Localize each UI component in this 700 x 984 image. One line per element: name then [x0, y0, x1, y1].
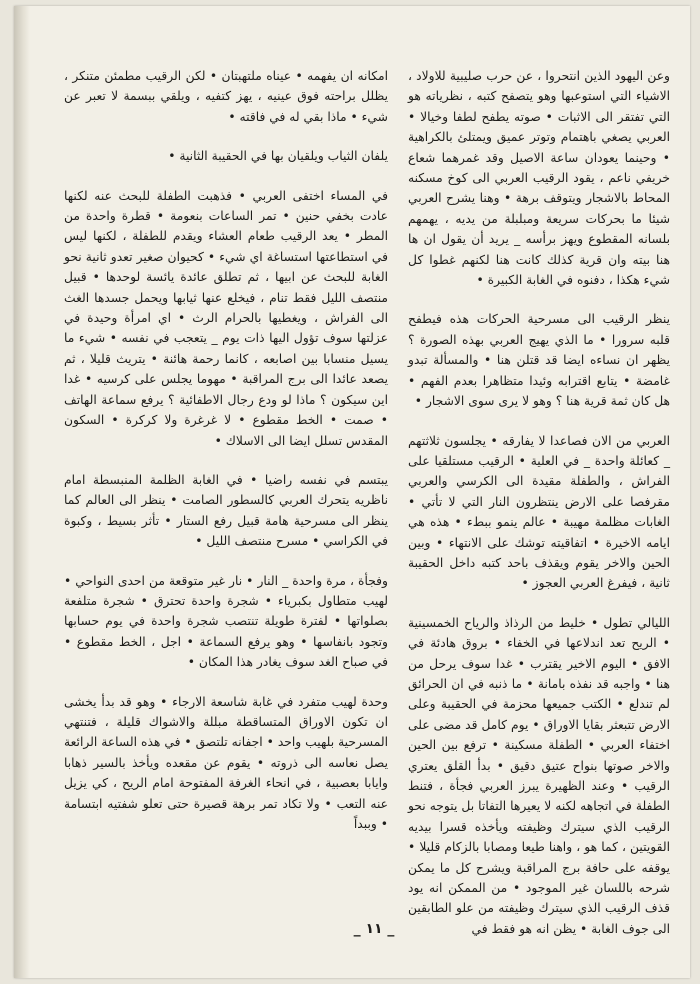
paragraph: يلفان الثياب ويلقيان بها في الحقيبة الثانية •	[168, 149, 388, 164]
page-number: _ ١١ _	[353, 921, 395, 937]
paragraph: ينظر الرقيب الى مسرحية الحركات هذه فيطفح قلبه سرورا • ما الذي يهيج العربي بهذه الصورة ؟ يظهر ان نساءه ايضا قد قتلن هنا • والمسألة تبدو غامضة • يتابع اقترابه وئيدا متظاهرا بعدم الفهم • هل كان ثمة قرية هنا ؟ وهو لا يرى سوى الاشجار •	[408, 312, 670, 409]
paragraph: يبتسم في نفسه راضيا • في الغابة الظلمة المنبسطة امام ناظريه يتحرك العربي كالسطور الصامت • ينظر الى العالم كما ينظر الى مسرحية هامة قبيل رفع الستار • تأثر بسيط ، وكبوة في الكراسي • مسرح منتصف الليل •	[64, 472, 388, 549]
paragraph: في المساء اختفى العربي • فذهبت الطفلة للبحث عنه لكنها عادت بخفي حنين • تمر الساعات بنعومة • قطرة واحدة من المطر • يعد الرقيب طعام العشاء ويقدم للطفلة ، لكنها ليس في استطاعتها استساغة اي شيء • كحيوان صغير تعدو ثانية نحو الغابة للبحث عن ابيها ، ثم تطلق عائدة يائسة لوحدها • قبيل منتصف الليل فقط تنام ، فيخلع عنها ثيابها ويحمل جسدها الغث الى الفراش ، ويغطيها بالحرام الرث • اي امرأة وحيدة في عزلتها سوف تؤول اليها ذات يوم _ يتعجب في نفسه • شيء ما يسيل منسابا بين اصابعه ، كانما رحمة هائنة • يتريث قليلا ، ثم يصعد عائدا الى برج المراقبة • مهوما يجلس على كرسيه • غدا اين سيكون ؟ ماذا لو ودع رجال الاطفائية ؟ يرفع سماعة الهاتف • صمت • الخط مقطوع • لا غرغرة ولا كركرة • السكون المقدس تسلل ايضا الى الاسلاك •	[64, 188, 388, 448]
paragraph: العربي من الان فصاعدا لا يفارقه • يجلسون ثلاثتهم _ كعائلة واحدة _ في العلية • الرقيب مستلقيا على الفراش ، والطفلة مقيدة الى الكرسي والعربي مقرفصا على الارض ينتظرون النار التي لا تأتي • الغابات مظلمة مهيبة • عالم ينمو ببطء • هذه هي ايامه الاخيرة • اتفاقيته توشك على الانتهاء • وبين الحين والاخر يقوم ويقذف باحد كتبه داخل الحقيبة ثانية ، فيفرغ العربي العجوز •	[408, 433, 670, 591]
right-text-column	[408, 66, 670, 958]
paragraph: وفجأة ، مرة واحدة _ النار • نار غير متوقعة من احدى النواحي • لهيب متطاول بكبرياء • شجرة واحدة تحترق • شجرة متلفعة بصلواتها • لفترة طويلة تنتصب شجرة واحدة في يوم حسابها وتجود بانفاسها • وهو يرفع السماعة • اجل ، الخط مقطوع • في صباح الغد سوف يغادر هذا المكان •	[64, 573, 388, 670]
paragraph: الليالي تطول • خليط من الرذاذ والرياح الخمسينية • الريح تعد اندلاعها في الخفاء • بروق هادئة في الافق • اليوم الاخير يقترب • غدا سوف يرحل من هنا • واجبه قد نفذه بامانة • ما ذنبه في ان الحرائق لم تندلع • الكتب جميعها محزمة في الحقيبة وعلى الارض تتبعثر بقايا الاوراق • يوم كامل قد مضى على اختفاء العربي • الطفلة مسكينة • ترفع بين الحين والاخر صوتها بنواح عتيق دقيق • بدأ القلق يعتري الرقيب • وعند الظهيرة يبرز العربي فجأة ، فتنط الطفلة في اتجاهه لكنه لا يعيرها التفاتا بل يتوجه نحو الرقيب الذي سيترك وظيفته ويأخذه قسرا بيديه القويتين ، كما هو ، واهنا طيعا ومصابا بالزكام قليلا • يوقفه على حافة برج المراقبة ويشرح كل ما يمكن شرحه باللسان غير الموجود • من الممكن انه يود قذف الرقيب الذي سيترك وظيفته من علو الطابقين الى جوف الغابة • يظن انه هو فقط في	[408, 615, 670, 936]
page	[14, 6, 690, 978]
paragraph: امكانه ان يفهمه • عيناه ملتهبتان • لكن الرقيب مطمئن متنكر ، يظلل براحته فوق عينيه ، يهز كتفيه ، ويلقي ببسمة لا تعبر عن شيء • ماذا بقي له في فاقته •	[64, 69, 388, 124]
left-text-column	[64, 66, 388, 853]
paragraph: وعن اليهود الذين انتحروا ، عن حرب صليبية للاولاد ، الاشياء التي استوعبها وهو يتصفح كتبه ، نظرياته هو التي تفتقر الى الاثبات • صوته يطفح لطفا وخيالا • العربي يصغي باهتمام وتوتر عميق ويمتلئ بالكراهية • وحينما يعودان ساعة الاصيل وقد غمرهما شعاع خريفي ناعم ، يقود الرقيب العربي الى كوخ مسكنه المحاط بالاشجار ويتوقف برهة • وهنا يشرح العربي شيئا ما بحركات سريعة ومبلبلة من يديه ، يهمهم بلسانه المقطوع ويهز برأسه _ يريد أن يقول ان ها هنا بيته وان قرية كذلك كانت هنا لكنهم غطوا كل شيء هكذا ، دفنوه في الغابة الكبيرة •	[408, 69, 670, 288]
paragraph: وحدة لهيب متفرد في غابة شاسعة الارجاء • وهو قد بدأ يخشى ان تكون الاوراق المتساقطة مبللة والاشواك قليلة ، فتنتهي المسرحية بلهيب واحد • اجفانه تلتصق • في هذه الساعة الرائعة يصل نعاسه الى ذروته • يقوم عن مقعده ويأخذ بالسير ذهابا وايابا بعصبية ، في انحاء الغرفة المفتوحة امام الريح ، كي يزيل عنه التعب • ولا تكاد تمر برهة قصيرة حتى تعلو شفتيه ابتسامة • وببداً	[64, 694, 388, 831]
page-binding-shadow	[14, 6, 30, 978]
